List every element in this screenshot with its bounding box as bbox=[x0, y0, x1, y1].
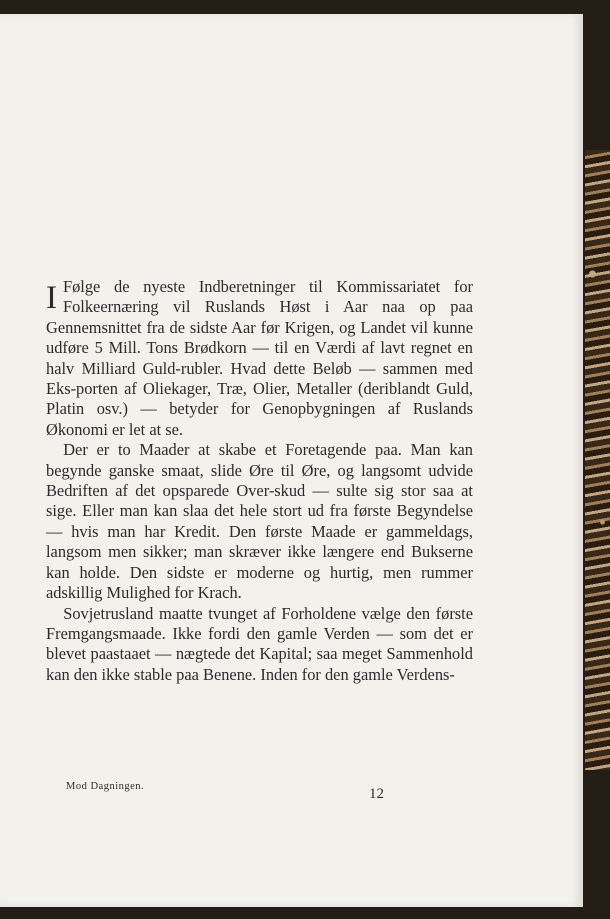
marbled-endpaper bbox=[585, 150, 610, 770]
paragraph-3: Sovjetrusland maatte tvunget af Forholdene vælge den første Fremgangsmaade. Ikke fordi den gamle Verden — som det er blevet paastaaet — nægtede det Kapital; saa meget Sammenhold kan den ikke stable paa Benene. Inden for den gamle Verdens- bbox=[46, 603, 473, 684]
signature-mark: Mod Dagningen. bbox=[66, 781, 145, 792]
page-footer bbox=[66, 781, 486, 805]
page-number: 12 bbox=[369, 786, 384, 802]
drop-cap: I bbox=[46, 280, 57, 316]
paragraph-1-text: Følge de nyeste Indberetninger til Kommissariatet for Folkeernæring vil Ruslands Høst i Aar naa op paa Gennemsnittet fra de sidste Aar før Krigen, og Landet vil kunne udføre 5 Mill. Tons Brødkorn — til en Værdi af lavt regnet en halv Milliard Guld-rubler. Hvad dette Beløb — sammen med Eks-porten af Oliekager, Træ, Olier, Metaller (deriblandt Guld, Platin osv.) — betyder for Genopbygningen af Ruslands Økonomi er let at se. bbox=[46, 277, 473, 439]
book-page bbox=[0, 14, 583, 907]
paragraph-1 bbox=[46, 277, 473, 440]
body-text bbox=[46, 277, 473, 685]
paragraph-2: Der er to Maader at skabe et Foretagende paa. Man kan begynde ganske smaat, slide Øre til Øre, og langsomt udvide Bedriften af det opsparede Over-skud — sulte sig stor saa at sige. Eller man kan slaa det hele stort ud fra første Begyndelse — hvis man har Kredit. Den første Maade er gammeldags, langsom men sikker; man skræver ikke længere end Bukserne kan holde. Den sidste er moderne og hurtig, men rummer adskillig Mulighed for Krach. bbox=[46, 440, 473, 603]
